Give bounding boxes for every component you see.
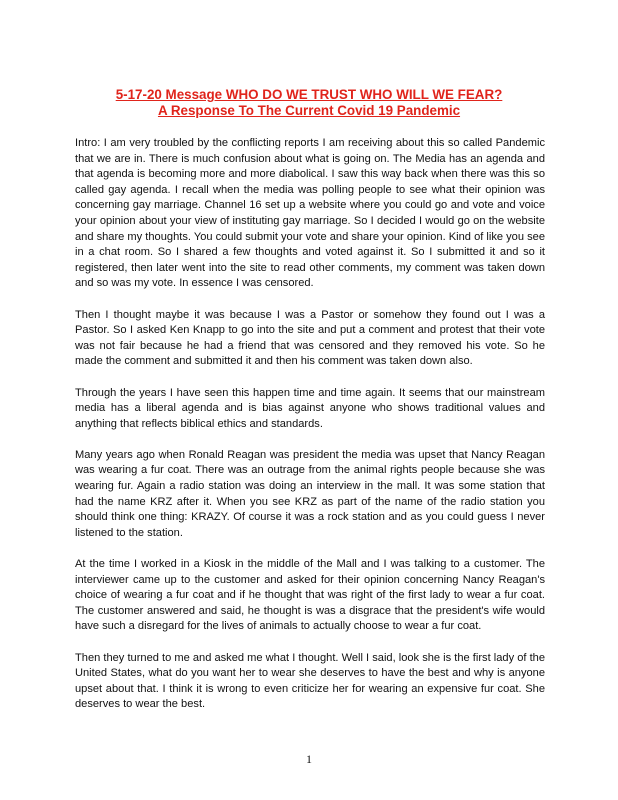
- document-body: [75, 136, 545, 729]
- paragraph-reagan: Many years ago when Ronald Reagan was president the media was upset that Nancy Reagan was wearing a fur coat. There was an outrage from the animal rights people because she was wearing fur. Again a radio station was doing an interview in the mall. It was some station that had the name KRZ after it. When you see KRZ as part of the name of the radio station you should think one thing: KRAZY. Of course it was a rock station and as you could guess I never listened to the station.: [75, 448, 545, 539]
- paragraph-media-bias: Through the years I have seen this happen time and time again. It seems that our mainstream media has a liberal agenda and is bias against anyone who shows traditional values and anything that reflects biblical ethics and standards.: [75, 386, 545, 430]
- title-line-1: 5-17-20 Message WHO DO WE TRUST WHO WILL WE FEAR?: [115, 87, 503, 102]
- title-line-2: A Response To The Current Covid 19 Pandemic: [157, 103, 461, 118]
- page-number: 1: [306, 752, 312, 766]
- paragraph-intro: Intro: I am very troubled by the conflicting reports I am receiving about this so called Pandemic that we are in. There is much confusion about what is going on. The Media has an agenda and that agenda is becoming more and more diabolical. I saw this way back when there was this so called gay agenda. I recall when the media was polling people to see what their opinion was concerning gay marriage. Channel 16 set up a website where you could go and vote and voice your opinion about your view of instituting gay marriage. So I decided I would go on the website and share my thoughts. You could submit your vote and share your opinion. Kind of like you see in a chat room. So I shared a few thoughts and voted against it. So I submitted it and so it registered, then later went into the site to read other comments, my comment was taken down and so was my vote. In essence I was censored.: [75, 137, 545, 290]
- paragraph-pastor: Then I thought maybe it was because I was a Pastor or somehow they found out I was a Pastor. So I asked Ken Knapp to go into the site and put a comment and protest that their vote was not fair because he had a friend that was censored and they removed his vote. So he made the comment and submitted it and then his comment was taken down also.: [75, 308, 545, 368]
- paragraph-kiosk: At the time I worked in a Kiosk in the middle of the Mall and I was talking to a customer. The interviewer came up to the customer and asked for their opinion concerning Nancy Reagan's choice of wearing a fur coat and if he thought that was right of the first lady to wear a fur coat. The customer answered and said, he thought is was a disgrace that the president's wife would have such a disregard for the lives of animals to actually choose to wear a fur coat.: [75, 558, 545, 633]
- paragraph-response: Then they turned to me and asked me what I thought. Well I said, look she is the first lady of the United States, what do you want her to wear she deserves to have the best and why is anyone upset about that. I think it is wrong to even criticize her for wearing an expensive fur coat. She deserves to wear the best.: [75, 651, 545, 711]
